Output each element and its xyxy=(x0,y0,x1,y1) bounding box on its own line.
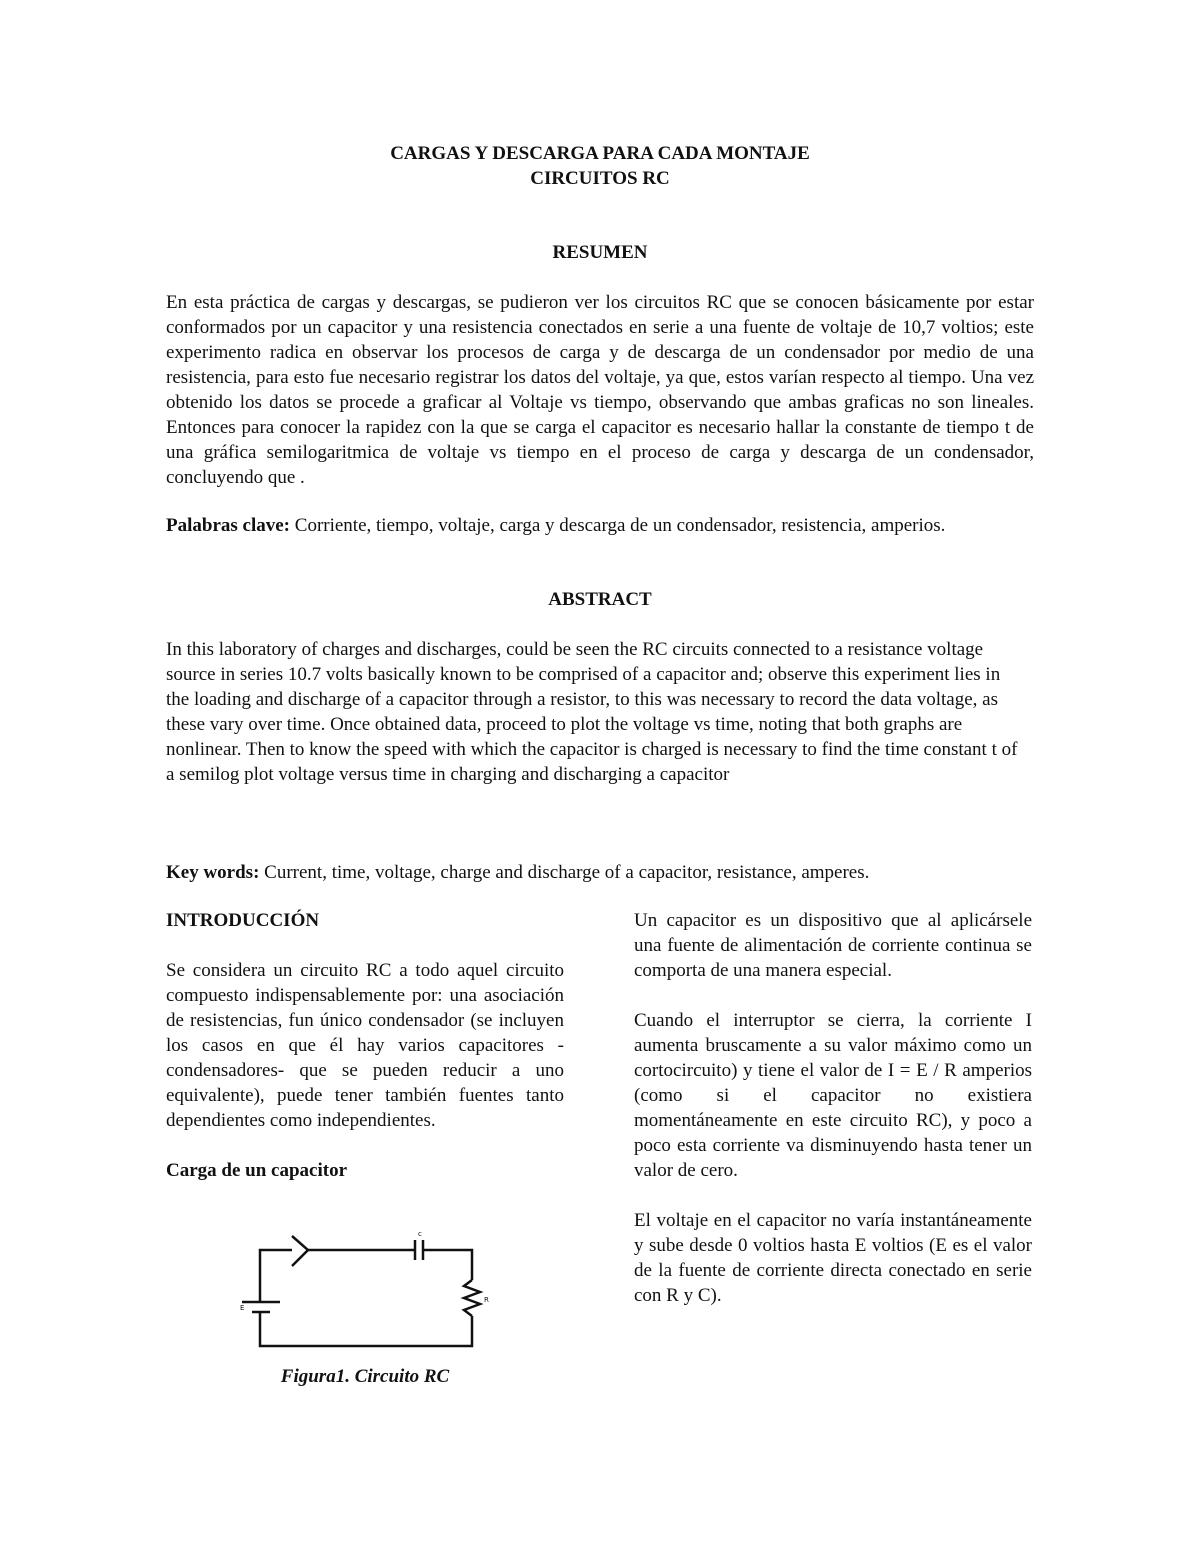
title-line-1: CARGAS Y DESCARGA PARA CADA MONTAJE xyxy=(390,143,810,164)
circuit-wire-bottom xyxy=(260,1312,472,1346)
key-words-text: Current, time, voltage, charge and discharge of a capacitor, resistance, amperes. xyxy=(259,862,870,883)
capacitor-label: c xyxy=(418,1230,422,1238)
key-words-label: Key words: xyxy=(166,862,260,883)
right-paragraph-2: Cuando el interruptor se cierra, la corriente I aumenta bruscamente a su valor máximo como un cortocircuito) y tiene el valor de I = E / R amperios (como si el capacitor no existiera momentáneamente en este circuito RC), y poco a poco esta corriente va disminuyendo hasta tener un valor de cero. xyxy=(634,1010,1032,1181)
intro-heading: INTRODUCCIÓN xyxy=(166,910,320,931)
key-words xyxy=(166,860,1034,885)
right-column xyxy=(634,908,1032,1333)
right-paragraph-1: Un capacitor es un dispositivo que al aplicársele una fuente de alimentación de corriente continua se comporta de una manera especial. xyxy=(634,910,1032,981)
intro-paragraph: Se considera un circuito RC a todo aquel circuito compuesto indispensablemente por: una asociación de resistencias, fun único condensador (se incluyen los casos en que él hay varios capacitores -condensadores- que se pueden reducir a uno equivalente), puede tener también fuentes tanto dependientes como independientes. xyxy=(166,960,564,1131)
resumen-heading: RESUMEN xyxy=(552,242,648,263)
resistor-label: R xyxy=(484,1296,489,1304)
carga-subheading: Carga de un capacitor xyxy=(166,1160,348,1181)
title-line-2: CIRCUITOS RC xyxy=(530,168,670,189)
circuit-wire-top-left xyxy=(260,1250,292,1286)
right-paragraph-3: El voltaje en el capacitor no varía instantáneamente y sube desde 0 voltios hasta E voltios (E es el valor de la fuente de corriente directa conectado en serie con R y C). xyxy=(634,1210,1032,1306)
palabras-clave xyxy=(166,513,1034,538)
resistor-symbol xyxy=(464,1280,480,1316)
palabras-clave-label: Palabras clave: xyxy=(166,515,291,536)
switch-symbol xyxy=(292,1236,308,1266)
figure-caption: Figura1. Circuito RC xyxy=(280,1366,450,1387)
circuit-wire-top-right xyxy=(423,1250,472,1280)
resumen-body: En esta práctica de cargas y descargas, se pudieron ver los circuitos RC que se conocen básicamente por estar conformados por un capacitor y una resistencia conectados en serie a una fuente de voltaje de 10,7 voltios; este experimento radica en observar los procesos de carga y de descarga de un condensador por medio de una resistencia, para esto fue necesario registrar los datos del voltaje, ya que, estos varían respecto al tiempo. Una vez obtenido los datos se procede a graficar al Voltaje vs tiempo, observando que ambas graficas no son lineales. Entonces para conocer la rapidez con la que se carga el capacitor es necesario hallar la constante de tiempo t de una gráfica semilogaritmica de voltaje vs tiempo en el proceso de carga y descarga de un condensador, concluyendo que . xyxy=(166,292,1034,488)
palabras-clave-text: Corriente, tiempo, voltaje, carga y descarga de un condensador, resistencia, amperios. xyxy=(290,515,946,536)
abstract-heading: ABSTRACT xyxy=(548,589,652,610)
battery-label: E xyxy=(240,1304,245,1312)
abstract-body: In this laboratory of charges and discharges, could be seen the RC circuits connected to a resistance voltage source in series 10.7 volts basically known to be comprised of a capacitor and; observe this experiment lies in the loading and discharge of a capacitor through a resistor, to this was necessary to record the data voltage, as these vary over time. Once obtained data, proceed to plot the voltage vs time, noting that both graphs are nonlinear. Then to know the speed with which the capacitor is charged is necessary to find the time constant t of a semilog plot voltage versus time in charging and discharging a capacitor xyxy=(166,639,1018,785)
left-column xyxy=(166,908,564,1183)
rc-circuit-diagram xyxy=(234,1228,494,1358)
